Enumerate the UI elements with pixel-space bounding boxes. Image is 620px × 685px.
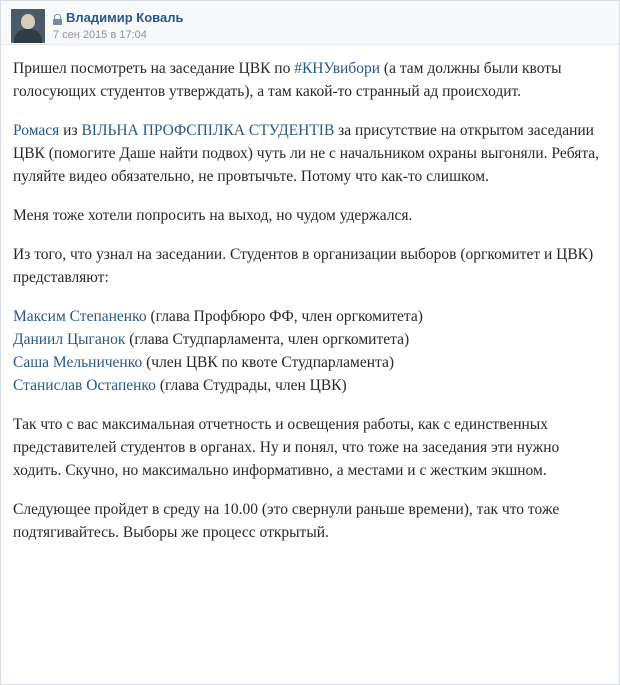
paragraph-2-text-a: из	[59, 122, 82, 139]
list-item	[13, 351, 607, 374]
people-list	[13, 305, 607, 397]
paragraph-2-text-b: за присутствие на открытом заседании ЦВК (помогите Даше найти подвох) чуть ли не с начальником охраны выгоняли. Ребята, пуляйте видео обязательно, не провтычьте. Потому что как-то слишком.	[13, 122, 600, 185]
author-row	[53, 10, 183, 26]
person-role: (глава Профбюро ФФ, член оргкомитета)	[146, 308, 423, 325]
list-item	[13, 374, 607, 397]
person-role: (глава Студпарламента, член оргкомитета)	[125, 331, 410, 348]
person-link[interactable]: Станислав Остапенко	[13, 377, 156, 394]
post-body	[1, 45, 619, 544]
hashtag-link[interactable]: #КНУвибори	[294, 60, 381, 77]
paragraph-5: Так что с вас максимальная отчетность и освещения работы, как с единственных представителей студентов в органах. Ну и понял, что тоже на заседания эти нужно ходить. Скучно, но максимально информативно, а местами и с жестким экшном.	[13, 416, 560, 479]
list-item	[13, 305, 607, 328]
paragraph-2	[13, 119, 607, 188]
author-name[interactable]: Владимир Коваль	[66, 10, 184, 25]
person-link[interactable]: Даниил Цыганок	[13, 331, 126, 348]
avatar[interactable]	[11, 9, 45, 43]
paragraph-1-text-b: (а там должны были квоты голосующих студентов утверждать), а там какой-то странный ад происходит.	[13, 60, 562, 100]
avatar-body	[14, 29, 42, 43]
mention-link-romasya[interactable]: Ромася	[13, 122, 60, 139]
post-date[interactable]: 7 сен 2015 в 17:04	[53, 29, 147, 41]
person-role: (член ЦВК по квоте Студпарламента)	[142, 354, 395, 371]
person-link[interactable]: Саша Мельниченко	[13, 354, 143, 371]
paragraph-3: Меня тоже хотели попросить на выход, но чудом удержался.	[13, 207, 413, 224]
list-item	[13, 328, 607, 351]
paragraph-6: Следующее пройдет в среду на 10.00 (это свернули раньше времени), так что тоже подтягивайтесь. Выборы же процесс открытый.	[13, 501, 560, 541]
paragraph-1-text-a: Пришел посмотреть на заседание ЦВК по	[13, 60, 295, 77]
person-role: (глава Студрады, член ЦВК)	[155, 377, 347, 394]
paragraph-1	[13, 57, 607, 103]
person-link[interactable]: Максим Степаненко	[13, 308, 147, 325]
group-link-union[interactable]: ВІЛЬНА ПРОФСПІЛКА СТУДЕНТІВ	[81, 122, 335, 139]
paragraph-4: Из того, что узнал на заседании. Студентов в организации выборов (оргкомитет и ЦВК) представляют:	[13, 246, 594, 286]
post-author-block	[53, 9, 183, 42]
post-header	[1, 1, 619, 45]
avatar-head	[21, 14, 35, 29]
lock-icon	[53, 14, 62, 25]
